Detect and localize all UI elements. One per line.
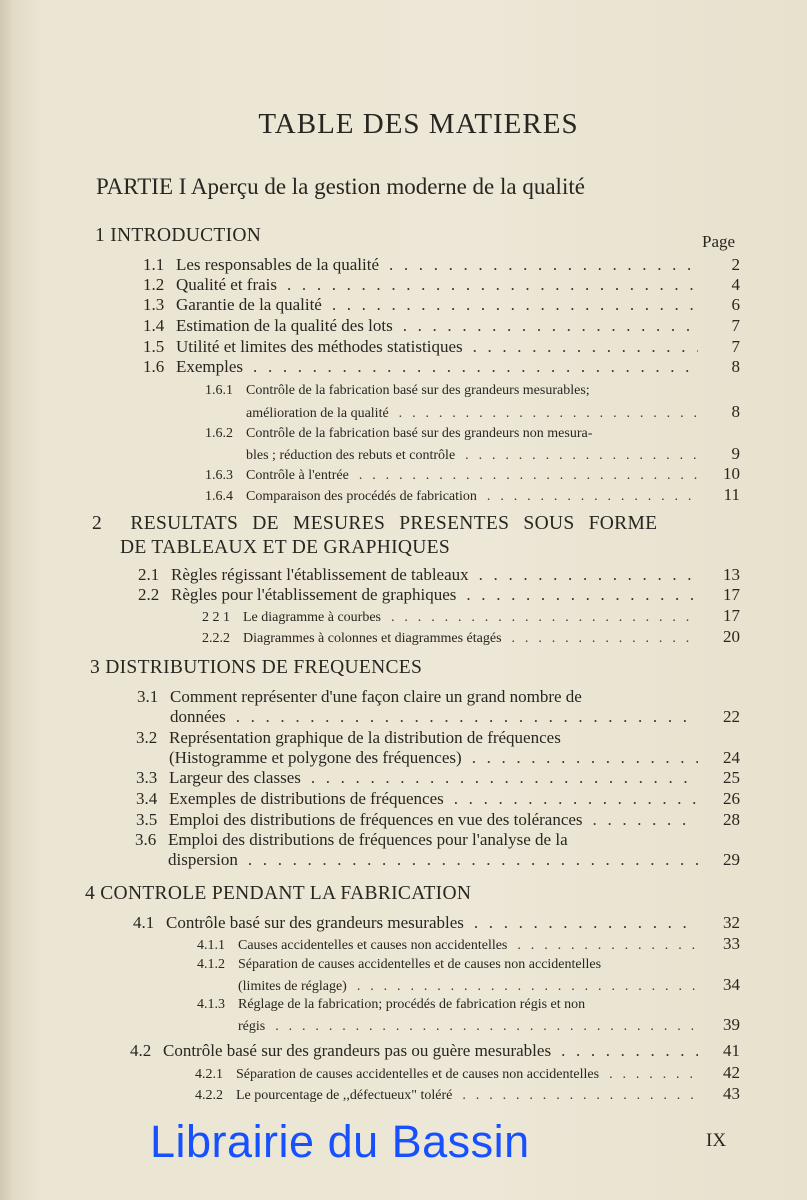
entry-text: Exemples: [176, 357, 244, 376]
entry-page: 41: [723, 1041, 740, 1060]
entry-page: 4: [731, 275, 740, 294]
entry-text: Représentation graphique de la distribution de fréquences: [169, 728, 561, 747]
entry-text: DISTRIBUTIONS DE FREQUENCES: [105, 657, 423, 678]
entry-text: Qualité et frais: [176, 275, 278, 294]
entry-number: 4.2.2: [195, 1088, 223, 1103]
toc-entry-line: [197, 956, 601, 974]
dot-leader: [561, 1042, 698, 1060]
entry-text: Comment représenter d'une façon claire un grand nombre de: [170, 687, 582, 706]
entry-number: 1.5: [143, 337, 165, 356]
dot-leader: [512, 630, 698, 648]
entry-page: 11: [723, 485, 740, 504]
entry-text: régis: [238, 1019, 266, 1034]
entry-page: 10: [723, 464, 740, 483]
entry-text: Contrôle à l'entrée: [246, 468, 349, 483]
toc-entry[interactable]: [138, 566, 740, 584]
entry-text: Largeur des classes: [169, 768, 301, 787]
entry-number: 1.6.2: [205, 426, 233, 441]
toc-entry[interactable]: [195, 1064, 740, 1084]
page-number: IX: [706, 1130, 727, 1151]
dot-leader: [473, 338, 698, 356]
entry-text: Contrôle de la fabrication basé sur des grandeurs mesurables;: [246, 383, 590, 398]
toc-entry-line: [135, 831, 568, 849]
toc-entry[interactable]: [246, 445, 740, 465]
toc-entry[interactable]: [197, 935, 740, 955]
dot-leader: [465, 447, 698, 465]
entry-text: Emploi des distributions de fréquences pour l'analyse de la: [168, 830, 568, 849]
entry-text: Causes accidentelles et causes non accidentelles: [238, 938, 508, 953]
entry-text: CONTROLE PENDANT LA FABRICATION: [100, 883, 472, 904]
chapter-2-heading: [92, 513, 657, 535]
entry-number: 1.1: [143, 255, 165, 274]
entry-page: 34: [723, 975, 740, 994]
entry-text: Diagrammes à colonnes et diagrammes étagés: [243, 631, 502, 646]
entry-page: 7: [731, 337, 740, 356]
toc-entry[interactable]: [143, 256, 740, 274]
dot-leader: [332, 296, 698, 314]
dot-leader: [391, 609, 698, 627]
dot-leader: [275, 1018, 698, 1036]
entry-number: 3.1: [137, 687, 159, 706]
chapter-1-heading: [95, 225, 261, 247]
entry-page: 39: [723, 1015, 740, 1034]
entry-page: 24: [723, 748, 740, 767]
entry-text: Le diagramme à courbes: [243, 610, 381, 625]
entry-text: Utilité et limites des méthodes statistiques: [176, 337, 463, 356]
entry-number: 3.5: [136, 810, 158, 829]
entry-number: 3.2: [136, 728, 158, 747]
page-title: TABLE DES MATIERES: [258, 108, 579, 140]
toc-entry[interactable]: [130, 1042, 740, 1060]
dot-leader: [311, 769, 698, 787]
toc-entry[interactable]: [138, 586, 740, 604]
entry-number: 4.1.2: [197, 957, 225, 972]
dot-leader: [359, 467, 698, 485]
entry-text: (Histogramme et polygone des fréquences): [169, 748, 462, 767]
dot-leader: [454, 790, 698, 808]
part-heading: PARTIE I Aperçu de la gestion moderne de la qualité: [96, 174, 585, 199]
entry-page: 42: [723, 1063, 740, 1082]
entry-text: Garantie de la qualité: [176, 295, 322, 314]
toc-entry[interactable]: [168, 851, 740, 869]
entry-number: 4.1.1: [197, 938, 225, 953]
entry-text: données: [170, 707, 226, 726]
entry-text: Emploi des distributions de fréquences en vue des tolérances: [169, 810, 583, 829]
entry-text: Réglage de la fabrication; procédés de fabrication régis et non: [238, 997, 586, 1012]
toc-entry[interactable]: [136, 790, 740, 808]
entry-page: 28: [723, 810, 740, 829]
toc-entry[interactable]: [202, 628, 740, 648]
entry-page: 17: [723, 585, 740, 604]
entry-page: 17: [723, 606, 740, 625]
entry-text: bles ; réduction des rebuts et contrôle: [246, 448, 456, 463]
toc-entry[interactable]: [202, 607, 740, 627]
entry-number: 4.1.3: [197, 997, 225, 1012]
entry-text: Contrôle basé sur des grandeurs mesurables: [166, 913, 464, 932]
entry-page: 33: [723, 934, 740, 953]
entry-number: 4.2: [130, 1041, 152, 1060]
entry-number: 1.6.1: [205, 383, 233, 398]
dot-leader: [487, 488, 698, 506]
entry-number: 3.4: [136, 789, 158, 808]
entry-page: 29: [723, 850, 740, 869]
dot-leader: [517, 937, 698, 955]
entry-text: Séparation de causes accidentelles et de causes non accidentelles: [238, 957, 602, 972]
entry-text: Règles régissant l'établissement de tableaux: [171, 565, 469, 584]
entry-number: 2 2 1: [202, 610, 230, 625]
dot-leader: [403, 317, 698, 335]
entry-number: 1.2: [143, 275, 165, 294]
dot-leader: [248, 851, 698, 869]
entry-number: 2.2.2: [202, 631, 230, 646]
entry-number: 4.1: [133, 913, 155, 932]
toc-entry[interactable]: [133, 914, 740, 932]
toc-entry[interactable]: [143, 296, 740, 314]
toc-entry[interactable]: [143, 317, 740, 335]
page-column-header: Page: [702, 232, 736, 251]
entry-page: 25: [723, 768, 740, 787]
watermark: Librairie du Bassin: [150, 1116, 530, 1167]
dot-leader: [609, 1066, 698, 1084]
toc-entry[interactable]: [195, 1085, 740, 1105]
toc-entry-line: [136, 729, 561, 747]
entry-text: Exemples de distributions de fréquences: [169, 789, 444, 808]
entry-number: 3.3: [136, 768, 158, 787]
entry-text: Règles pour l'établissement de graphiques: [171, 585, 457, 604]
toc-entry[interactable]: [205, 465, 740, 485]
toc-entry[interactable]: [143, 276, 740, 294]
entry-page: 43: [723, 1084, 740, 1103]
entry-page: 8: [731, 402, 740, 421]
entry-text: RESULTATS DE MESURES PRESENTES SOUS FORME: [130, 513, 658, 534]
toc-entry-line: [197, 996, 585, 1014]
entry-page: 7: [731, 316, 740, 335]
entry-page: 13: [723, 565, 740, 584]
entry-page: 20: [723, 627, 740, 646]
toc-entry[interactable]: [143, 338, 740, 356]
dot-leader: [466, 586, 698, 604]
entry-text: Contrôle basé sur des grandeurs pas ou guère mesurables: [163, 1041, 552, 1060]
toc-entry[interactable]: [169, 749, 740, 767]
entry-page: 9: [731, 444, 740, 463]
entry-number: 2.2: [138, 585, 160, 604]
entry-number: 3.6: [135, 830, 157, 849]
entry-text: Contrôle de la fabrication basé sur des grandeurs non mesura-: [246, 426, 593, 441]
chapter-3-heading: [90, 657, 422, 679]
dot-leader: [253, 358, 698, 376]
entry-text: 4: [85, 883, 96, 904]
toc-entry-line: [205, 425, 592, 443]
entry-number: 1.6.4: [205, 489, 233, 504]
entry-text: amélioration de la qualité: [246, 406, 389, 421]
entry-number: 1.3: [143, 295, 165, 314]
entry-text: Le pourcentage de ,,défectueux" toléré: [236, 1088, 453, 1103]
dot-leader: [479, 566, 698, 584]
chapter-4-heading: [85, 883, 471, 905]
entry-number: 1.6: [143, 357, 165, 376]
dot-leader: [236, 708, 698, 726]
entry-text: (limites de réglage): [238, 979, 347, 994]
entry-text: 2: [92, 513, 103, 534]
dot-leader: [357, 978, 698, 996]
entry-number: 2.1: [138, 565, 160, 584]
toc-entry-line: [137, 688, 582, 706]
toc-entry[interactable]: [238, 1016, 740, 1036]
entry-number: 4.2.1: [195, 1067, 223, 1082]
dot-leader: [462, 1087, 698, 1105]
entry-number: 1.4: [143, 316, 165, 335]
entry-text: Les responsables de la qualité: [176, 255, 379, 274]
entry-text: 3: [90, 657, 101, 678]
entry-page: 2: [731, 255, 740, 274]
dot-leader: [593, 811, 698, 829]
entry-text: Séparation de causes accidentelles et de causes non accidentelles: [236, 1067, 600, 1082]
entry-page: 6: [731, 295, 740, 314]
dot-leader: [389, 256, 698, 274]
toc-entry[interactable]: [136, 811, 740, 829]
toc-entry[interactable]: [246, 403, 740, 423]
dot-leader: [399, 405, 698, 423]
entry-text: dispersion: [168, 850, 238, 869]
chapter-2-heading-cont: DE TABLEAUX ET DE GRAPHIQUES: [120, 537, 451, 558]
entry-number: 1.6.3: [205, 468, 233, 483]
toc-entry-line: [205, 382, 590, 400]
entry-page: 22: [723, 707, 740, 726]
entry-page: 26: [723, 789, 740, 808]
dot-leader: [472, 749, 698, 767]
entry-text: Comparaison des procédés de fabrication: [246, 489, 477, 504]
toc-entry[interactable]: [205, 486, 740, 506]
toc-entry[interactable]: [238, 976, 740, 996]
toc-entry[interactable]: [136, 769, 740, 787]
entry-page: 32: [723, 913, 740, 932]
chapter-title: INTRODUCTION: [110, 225, 262, 246]
dot-leader: [474, 914, 698, 932]
chapter-number: 1: [95, 225, 106, 246]
entry-text: Estimation de la qualité des lots: [176, 316, 393, 335]
dot-leader: [287, 276, 698, 294]
toc-entry[interactable]: [143, 358, 740, 376]
entry-page: 8: [731, 357, 740, 376]
toc-entry[interactable]: [170, 708, 740, 726]
